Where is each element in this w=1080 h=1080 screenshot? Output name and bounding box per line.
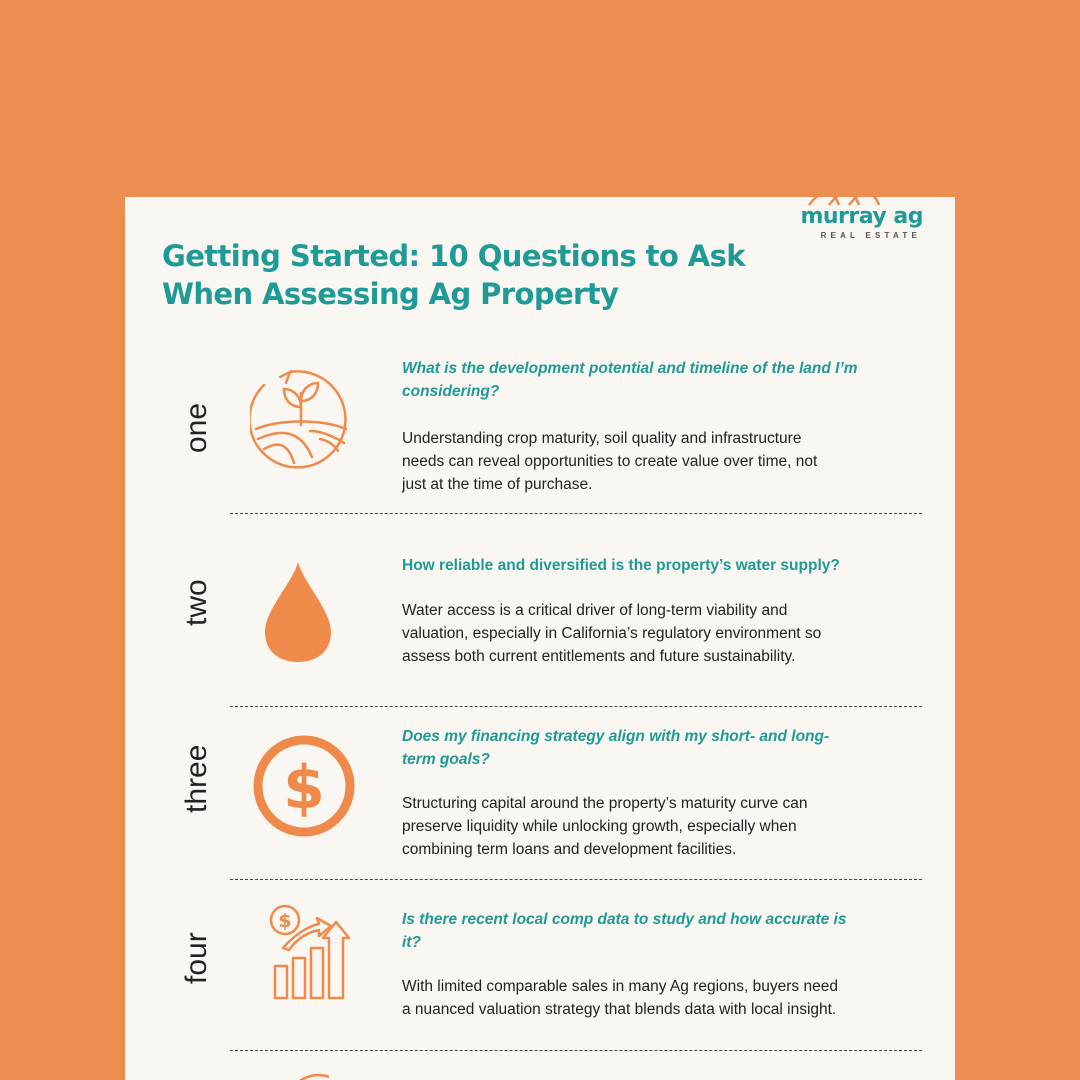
question-number: three <box>180 744 213 813</box>
murray-ag-logo <box>793 201 923 243</box>
question-text: How reliable and diversified is the property’s water supply? <box>402 557 840 574</box>
logo-tagline: REAL ESTATE <box>820 231 921 240</box>
answer-text: With limited comparable sales in many Ag regions, buyers need a nuanced valuation strategy that blends data with local insight. <box>402 978 838 1018</box>
growth-chart-icon <box>263 898 359 1002</box>
question-number: one <box>180 402 213 453</box>
question-number: two <box>180 579 213 626</box>
answer-text: Understanding crop maturity, soil quality and infrastructure needs can reveal opportunities to create value over time, not just at the time of purchase. <box>402 430 818 493</box>
question-text: What is the development potential and timeline of the land I’m considering? <box>402 360 858 400</box>
water-drop-icon <box>263 560 333 664</box>
question-item-one <box>125 357 955 517</box>
dollar-coin-icon <box>252 734 356 838</box>
question-item-two <box>125 554 955 704</box>
divider <box>230 879 922 880</box>
divider <box>230 513 922 514</box>
answer-text: Structuring capital around the property’s maturity curve can preserve liquidity while unlocking growth, especially when combining term loans and development facilities. <box>402 795 808 858</box>
question-text: Does my financing strategy align with my short- and long- term goals? <box>402 728 830 768</box>
question-text: Is there recent local comp data to study and how accurate is it? <box>402 911 847 951</box>
answer-text: Water access is a critical driver of long-term viability and valuation, especially in California’s regulatory environment so assess both current entitlements and future sustainability. <box>402 602 822 665</box>
logo-name: murray ag <box>800 204 923 229</box>
divider <box>230 706 922 707</box>
next-icon-partial <box>293 1071 333 1080</box>
title-line-2: When Assessing Ag Property <box>162 277 619 311</box>
question-item-three <box>125 725 955 880</box>
svg-text:$: $ <box>283 753 325 823</box>
title-line-1: Getting Started: 10 Questions to Ask <box>162 239 745 273</box>
page-title <box>162 237 812 313</box>
question-number: four <box>180 932 213 984</box>
infographic-sheet <box>125 197 955 1080</box>
svg-text:$: $ <box>278 910 292 932</box>
question-item-four <box>125 908 955 1058</box>
divider <box>230 1050 922 1051</box>
sprout-field-icon <box>250 367 352 469</box>
